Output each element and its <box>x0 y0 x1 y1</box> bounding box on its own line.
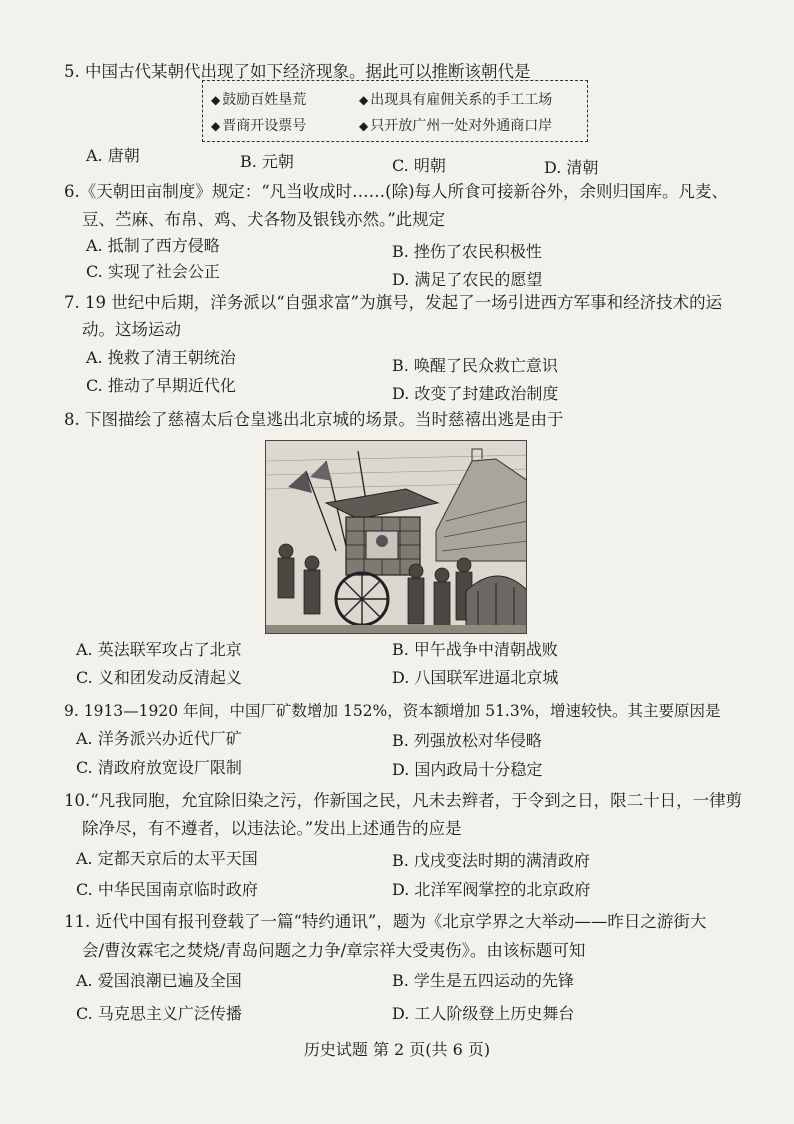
option-d: D. 国内政局十分稳定 <box>392 760 543 779</box>
option-a: A. 挽救了清王朝统治 <box>86 348 236 367</box>
option-b: B. 挫伤了农民积极性 <box>392 242 542 261</box>
question-10-stem-cont: 除净尽，有不遵者，以违法论。”发出上述通告的应是 <box>82 819 462 838</box>
option-c: C. 实现了社会公正 <box>86 262 220 281</box>
option-a: A. 定都天京后的太平天国 <box>76 849 258 868</box>
diamond-bullet-icon: ◆ <box>359 119 369 133</box>
engraving-image <box>266 441 527 634</box>
option-d: D. 八国联军进逼北京城 <box>392 668 559 687</box>
option-b: B. 戊戌变法时期的满清政府 <box>392 851 590 870</box>
option-b: B. 元朝 <box>240 152 294 171</box>
diamond-bullet-icon: ◆ <box>359 93 369 107</box>
option-a: A. 爱国浪潮已遍及全国 <box>76 971 242 990</box>
question-7-stem-cont: 动。这场运动 <box>82 320 181 339</box>
box-item: 鼓励百姓垦荒 <box>222 92 307 108</box>
question-9-stem: 9. 1913—1920 年间，中国厂矿数增加 152%，资本额增加 51.3%，增速较快。其主要原因是 <box>64 702 721 720</box>
option-c: C. 清政府放宽设厂限制 <box>76 758 242 777</box>
option-c: C. 明朝 <box>392 156 446 175</box>
question-7-stem: 7. 19 世纪中后期，洋务派以“自强求富”为旗号，发起了一场引进西方军事和经济技术的运 <box>64 293 723 312</box>
diamond-bullet-icon: ◆ <box>211 93 221 107</box>
diamond-bullet-icon: ◆ <box>211 119 221 133</box>
question-5-material-box <box>202 80 588 142</box>
option-c: C. 中华民国南京临时政府 <box>76 880 258 899</box>
option-d: D. 清朝 <box>544 158 599 177</box>
option-d: D. 北洋军阀掌控的北京政府 <box>392 880 591 899</box>
option-c: C. 义和团发动反清起义 <box>76 668 242 687</box>
option-b: B. 学生是五四运动的先锋 <box>392 971 574 990</box>
question-5-stem: 5. 中国古代某朝代出现了如下经济现象。据此可以推断该朝代是 <box>64 62 531 81</box>
option-d: D. 改变了封建政治制度 <box>392 384 559 403</box>
option-d: D. 工人阶级登上历史舞台 <box>392 1004 575 1023</box>
option-a: A. 抵制了西方侵略 <box>86 236 220 255</box>
option-b: B. 甲午战争中清朝战败 <box>392 640 558 659</box>
option-d: D. 满足了农民的愿望 <box>392 270 543 289</box>
question-11-stem-cont: 会/曹汝霖宅之焚烧/青岛问题之力争/章宗祥大受夷伤》。由该标题可知 <box>82 941 586 960</box>
option-a: A. 唐朝 <box>86 146 140 165</box>
question-10-stem: 10.“凡我同胞，允宜除旧染之污，作新国之民，凡未去辫者，于令到之日，限二十日，一律剪 <box>64 791 743 810</box>
option-c: C. 马克思主义广泛传播 <box>76 1004 242 1023</box>
option-c: C. 推动了早期近代化 <box>86 376 236 395</box>
option-a: A. 英法联军攻占了北京 <box>76 640 242 659</box>
option-a: A. 洋务派兴办近代厂矿 <box>76 729 242 748</box>
question-6-stem-cont: 豆、苎麻、布帛、鸡、犬各物及银钱亦然。”此规定 <box>82 210 446 229</box>
question-6-stem: 6.《天朝田亩制度》规定：“凡当收成时……(除)每人所食可接新谷外，余则归国库。凡麦、 <box>64 182 729 201</box>
question-11-stem: 11. 近代中国有报刊登载了一篇“特约通讯”，题为《北京学界之大举动——昨日之游街大 <box>64 912 707 931</box>
page-footer: 历史试题 第 2 页(共 6 页) <box>303 1040 491 1059</box>
option-b: B. 唤醒了民众救亡意识 <box>392 356 558 375</box>
box-item: 出现具有雇佣关系的手工工场 <box>370 92 553 108</box>
cixi-escape-illustration <box>265 440 527 634</box>
box-item: 只开放广州一处对外通商口岸 <box>370 118 553 134</box>
option-b: B. 列强放松对华侵略 <box>392 731 542 750</box>
question-8-stem: 8. 下图描绘了慈禧太后仓皇逃出北京城的场景。当时慈禧出逃是由于 <box>64 410 564 429</box>
box-item: 晋商开设票号 <box>222 118 307 134</box>
